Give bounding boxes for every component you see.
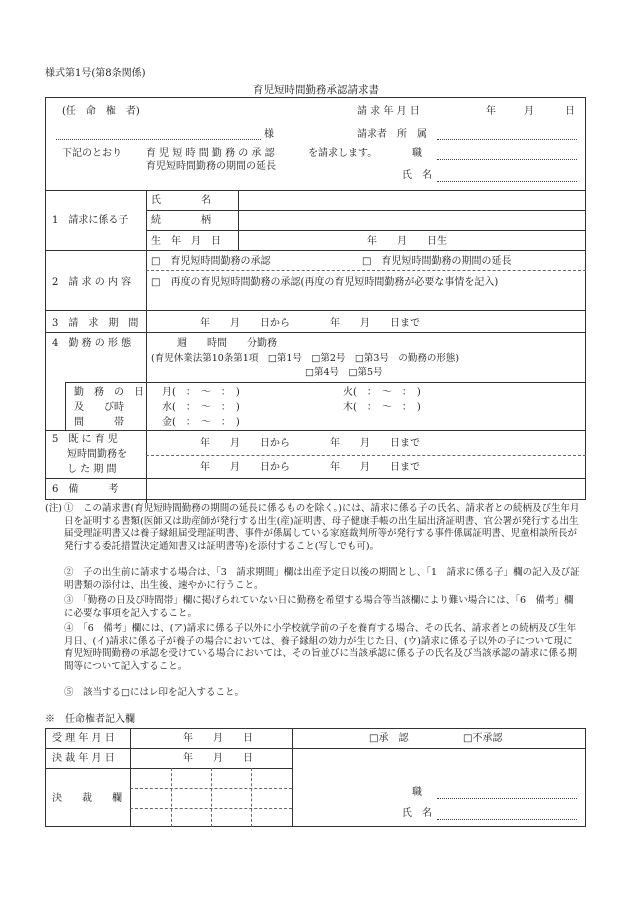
work-form-types: (育児休業法第10条第1項 □第1号 □第2号 □第3号 の勤務の形態) (151, 353, 460, 364)
day-time-label-3: 間 帯 (74, 417, 124, 428)
work-form-types-2: □第4号 □第5号 (305, 367, 383, 378)
received-date-value: 年 月 日 (183, 733, 253, 744)
content-option-reapproval[interactable]: □ 再度の育児短時間勤務の承認(再度の育児短時間勤務が必要な事情を記入) (151, 277, 499, 288)
day-mon[interactable]: 月( ： ～ ： ) (162, 387, 240, 398)
note-4: ④ 「6 備考」欄には、(ア)請求に係る子以外に小学校就学前の子を養育する場合、その氏名、請求者との続柄及び生年月日、(イ)請求に係る子が養子の場合においては、養子縁組の効力が生じた日、(ウ)請求に係る子以外の子について現に育児短時間勤務の承認を受けている場合においては、その旨並びに当該承認に係る子の氏名及び当該承認の請求に係る期間等について記入すること。 (64, 623, 578, 672)
request-date-label: 請 求 年 月 日 (357, 106, 420, 117)
period-value: 年 月 日から 年 月 日まで (200, 318, 420, 329)
work-form-label: 4 勤 務 の 形 態 (52, 338, 132, 349)
dept-label: 請求者 所 属 (357, 129, 427, 140)
content-option-extension[interactable]: □ 育児短時間勤務の期間の延長 (362, 256, 512, 267)
decided-date-value: 年 月 日 (183, 753, 253, 764)
request-option-extension: 育児短時間勤務の期間の延長 (146, 161, 276, 172)
child-birth-label: 生 年 月 日 (151, 236, 221, 247)
dept-field[interactable] (437, 139, 577, 140)
note-5: ⑤ 該当する□にはレ印を記入すること。 (64, 687, 244, 698)
period-section-label: 3 請 求 期 間 (52, 318, 139, 329)
request-day: 日 (565, 106, 575, 117)
page-title: 育児短時間勤務承認請求書 (253, 84, 379, 96)
name-field[interactable] (437, 181, 577, 182)
approver-name-field[interactable] (437, 819, 577, 820)
request-year: 年 (486, 106, 496, 117)
past-period-1: 年 月 日から 年 月 日まで (200, 438, 420, 449)
child-name-label: 氏 名 (151, 195, 211, 206)
approver-post-field[interactable] (437, 798, 577, 799)
approve-checkbox[interactable]: □承 認 (369, 733, 409, 744)
request-option-approval: 育 児 短 時 間 勤 務 の 承 認 (146, 148, 275, 159)
day-tue[interactable]: 火( ： ～ ： ) (343, 387, 421, 398)
past-label-1: 5 既 に 育 児 (52, 434, 118, 445)
authority-label: (任 命 権 者) (62, 106, 140, 117)
authority-section-title: ※ 任命権者記入欄 (45, 714, 135, 725)
reject-checkbox[interactable]: □不承認 (463, 733, 503, 744)
day-time-label-2: 及 び時 (74, 402, 124, 413)
child-birth-value: 年 月 日生 (367, 236, 447, 247)
past-period-2: 年 月 日から 年 月 日まで (200, 462, 420, 473)
past-label-3: し た 期 間 (67, 464, 117, 475)
notes-prefix: (注) (45, 503, 62, 514)
approval-stamp-label: 決 裁 欄 (52, 793, 122, 804)
note-2: ② 子の出生前に請求する場合は、「3 請求期間」欄は出産予定日以後の期間とし、「1 請求に係る子」欄の記入及び証明書類の添付は、出生後、速やかに行うこと。 (64, 567, 580, 591)
child-section-label: 1 請求に係る子 (52, 215, 129, 226)
approver-name-label: 氏 名 (402, 808, 432, 819)
request-suffix: を請求します。 (308, 148, 378, 159)
post-field[interactable] (437, 159, 577, 160)
day-thu[interactable]: 木( ： ～ ： ) (343, 402, 421, 413)
post-label: 職 (412, 148, 422, 159)
form-number: 様式第1号(第8条関係) (45, 68, 146, 79)
work-hours-line: 週 時間 分勤務 (177, 338, 277, 349)
honorific: 様 (264, 129, 274, 140)
authority-name-line[interactable] (56, 139, 261, 140)
approver-post-label: 職 (412, 787, 422, 798)
intro-text: 下記のとおり (62, 148, 122, 159)
child-relation-label: 続 柄 (151, 215, 211, 226)
note-3: ③ 「勤務の日及び時間帯」欄に掲げられていない日に勤務を希望する場合等当該欄により難い場合には、「6 備考」欄に必要な事項を記入すること。 (64, 595, 574, 619)
decided-date-label: 決 裁 年 月 日 (52, 753, 115, 764)
authority-table (45, 728, 586, 827)
day-wed[interactable]: 水( ： ～ ： ) (162, 402, 240, 413)
note-1: ① この請求書(育児短時間勤務の期間の延長に係るものを除く。)には、請求に係る子の氏名、請求者との続柄及び生年月日を証明する書類(医師又は助産師が発行する出生(産)証明書、母子健康手帳の出生届出済証明書、官公署が発行する出生届受理証明書又は養子縁組届受理証明書、事件が係属している家庭裁判所等が発行する事件係属証明書、児童相談所長が発行する委託措置決定通知書又は証明書等)を添付すること(写しでも可)。 (64, 503, 580, 552)
day-time-label-1: 勤 務 の 日 (74, 387, 144, 398)
received-date-label: 受 理 年 月 日 (52, 733, 115, 744)
name-label: 氏 名 (402, 170, 432, 181)
content-section-label: 2 請 求 の 内 容 (52, 277, 132, 288)
content-option-approval[interactable]: □ 育児短時間勤務の承認 (151, 256, 271, 267)
past-label-2: 短時間勤務を (67, 449, 127, 460)
day-fri[interactable]: 金( ： ～ ： ) (162, 417, 240, 428)
request-month: 月 (524, 106, 534, 117)
remarks-label: 6 備 考 (52, 484, 119, 495)
